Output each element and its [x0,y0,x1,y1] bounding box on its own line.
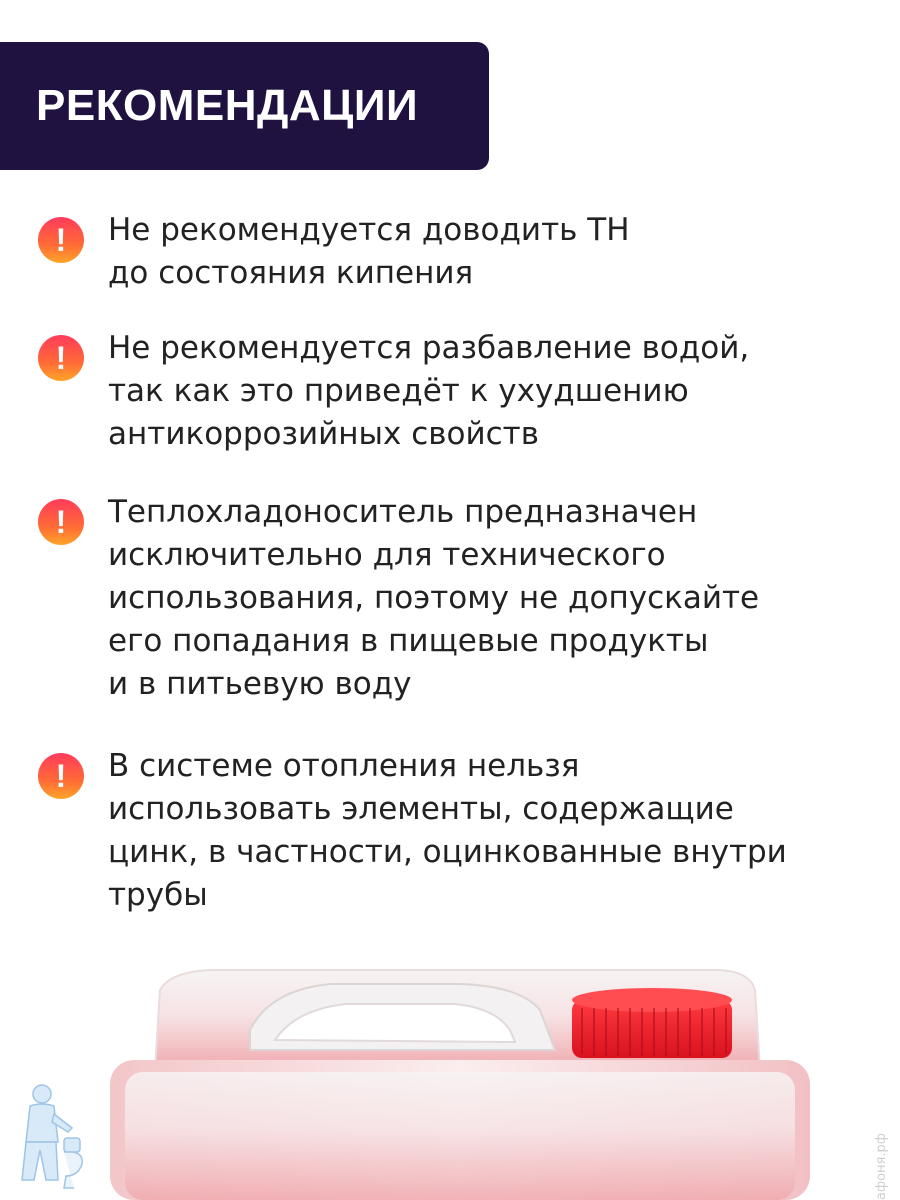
exclamation-icon: ! [38,335,84,381]
recommendation-item [38,212,868,295]
recommendation-item [38,494,868,706]
plumber-mascot-image [8,1080,88,1192]
recommendation-text: Теплохладоноситель предназначен исключительно для технического использования, поэтому не допускайте его попадания в пищевые продукты и в питьевую воду [108,494,760,702]
recommendation-text: В системе отопления нельзя использовать элементы, содержащие цинк, в частности, оцинкованные внутри трубы [108,748,787,913]
recommendation-item [38,330,868,456]
recommendation-text: Не рекомендуется разбавление водой, так как это приведёт к ухудшению антикоррозийных свойств [108,330,750,452]
page-title: РЕКОМЕНДАЦИИ [36,81,419,130]
exclamation-icon: ! [38,499,84,545]
exclamation-icon: ! [38,753,84,799]
exclamation-icon: ! [38,217,84,263]
watermark-text: афоня.рф [874,1133,889,1200]
recommendation-item [38,748,868,917]
header-banner [0,42,489,170]
recommendation-text: Не рекомендуется доводить ТН до состояния кипения [108,212,630,291]
canister-image [100,960,820,1200]
